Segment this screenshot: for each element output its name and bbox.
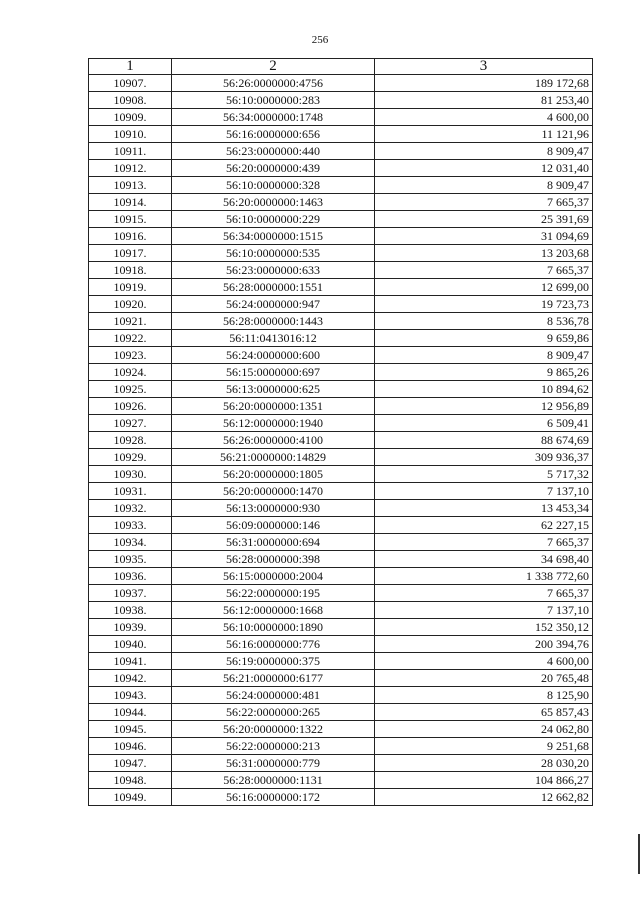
value-cell: 13 203,68	[375, 245, 593, 262]
row-number-cell: 10915.	[89, 211, 172, 228]
value-cell: 13 453,34	[375, 500, 593, 517]
cadastral-number-cell: 56:20:0000000:1470	[172, 483, 375, 500]
table-row	[89, 398, 593, 415]
cadastral-number-cell: 56:20:0000000:1463	[172, 194, 375, 211]
value-cell: 7 137,10	[375, 483, 593, 500]
table-row	[89, 194, 593, 211]
value-cell: 7 665,37	[375, 585, 593, 602]
cadastral-number-cell: 56:11:0413016:12	[172, 330, 375, 347]
value-cell: 4 600,00	[375, 109, 593, 126]
cadastral-number-cell: 56:20:0000000:1322	[172, 721, 375, 738]
value-cell: 12 956,89	[375, 398, 593, 415]
table-row	[89, 755, 593, 772]
value-cell: 1 338 772,60	[375, 568, 593, 585]
table-row	[89, 245, 593, 262]
value-cell: 9 865,26	[375, 364, 593, 381]
cadastral-number-cell: 56:12:0000000:1940	[172, 415, 375, 432]
cadastral-number-cell: 56:31:0000000:779	[172, 755, 375, 772]
cadastral-number-cell: 56:20:0000000:1805	[172, 466, 375, 483]
table-row	[89, 143, 593, 160]
table-row	[89, 415, 593, 432]
cadastral-number-cell: 56:12:0000000:1668	[172, 602, 375, 619]
value-cell: 5 717,32	[375, 466, 593, 483]
value-cell: 65 857,43	[375, 704, 593, 721]
row-number-cell: 10943.	[89, 687, 172, 704]
row-number-cell: 10930.	[89, 466, 172, 483]
row-number-cell: 10923.	[89, 347, 172, 364]
row-number-cell: 10935.	[89, 551, 172, 568]
row-number-cell: 10933.	[89, 517, 172, 534]
row-number-cell: 10924.	[89, 364, 172, 381]
row-number-cell: 10949.	[89, 789, 172, 806]
table-row	[89, 75, 593, 92]
row-number-cell: 10916.	[89, 228, 172, 245]
table-row	[89, 585, 593, 602]
row-number-cell: 10908.	[89, 92, 172, 109]
value-cell: 62 227,15	[375, 517, 593, 534]
cadastral-number-cell: 56:31:0000000:694	[172, 534, 375, 551]
value-cell: 9 251,68	[375, 738, 593, 755]
value-cell: 34 698,40	[375, 551, 593, 568]
row-number-cell: 10917.	[89, 245, 172, 262]
column-header-2: 2	[172, 59, 375, 75]
row-number-cell: 10939.	[89, 619, 172, 636]
value-cell: 8 125,90	[375, 687, 593, 704]
value-cell: 7 137,10	[375, 602, 593, 619]
cadastral-number-cell: 56:24:0000000:481	[172, 687, 375, 704]
row-number-cell: 10941.	[89, 653, 172, 670]
row-number-cell: 10909.	[89, 109, 172, 126]
header-row	[89, 59, 593, 75]
value-cell: 81 253,40	[375, 92, 593, 109]
row-number-cell: 10925.	[89, 381, 172, 398]
table-row	[89, 500, 593, 517]
page-number: 256	[311, 34, 329, 46]
row-number-cell: 10929.	[89, 449, 172, 466]
value-cell: 104 866,27	[375, 772, 593, 789]
cadastral-number-cell: 56:24:0000000:600	[172, 347, 375, 364]
row-number-cell: 10920.	[89, 296, 172, 313]
cadastral-number-cell: 56:22:0000000:265	[172, 704, 375, 721]
table-row	[89, 704, 593, 721]
table-row	[89, 483, 593, 500]
cadastral-number-cell: 56:10:0000000:1890	[172, 619, 375, 636]
cadastral-number-cell: 56:16:0000000:172	[172, 789, 375, 806]
cadastral-number-cell: 56:22:0000000:213	[172, 738, 375, 755]
value-cell: 4 600,00	[375, 653, 593, 670]
value-cell: 200 394,76	[375, 636, 593, 653]
cadastral-number-cell: 56:28:0000000:1551	[172, 279, 375, 296]
value-cell: 12 662,82	[375, 789, 593, 806]
value-cell: 11 121,96	[375, 126, 593, 143]
row-number-cell: 10937.	[89, 585, 172, 602]
cadastral-number-cell: 56:16:0000000:776	[172, 636, 375, 653]
table-row	[89, 466, 593, 483]
table-row	[89, 517, 593, 534]
value-cell: 12 031,40	[375, 160, 593, 177]
table-row	[89, 92, 593, 109]
row-number-cell: 10934.	[89, 534, 172, 551]
table-row	[89, 653, 593, 670]
column-header-1: 1	[89, 59, 172, 75]
value-cell: 28 030,20	[375, 755, 593, 772]
table-row	[89, 211, 593, 228]
cadastral-number-cell: 56:09:0000000:146	[172, 517, 375, 534]
row-number-cell: 10914.	[89, 194, 172, 211]
row-number-cell: 10907.	[89, 75, 172, 92]
row-number-cell: 10919.	[89, 279, 172, 296]
table-row	[89, 364, 593, 381]
table-row	[89, 313, 593, 330]
table-row	[89, 721, 593, 738]
row-number-cell: 10944.	[89, 704, 172, 721]
cadastral-number-cell: 56:26:0000000:4100	[172, 432, 375, 449]
table-body	[89, 75, 593, 806]
table-row	[89, 279, 593, 296]
value-cell: 189 172,68	[375, 75, 593, 92]
row-number-cell: 10922.	[89, 330, 172, 347]
cadastral-number-cell: 56:21:0000000:14829	[172, 449, 375, 466]
row-number-cell: 10912.	[89, 160, 172, 177]
table-row	[89, 177, 593, 194]
table-row	[89, 534, 593, 551]
row-number-cell: 10942.	[89, 670, 172, 687]
cadastral-number-cell: 56:13:0000000:930	[172, 500, 375, 517]
table-row	[89, 228, 593, 245]
cadastral-number-cell: 56:20:0000000:439	[172, 160, 375, 177]
table-row	[89, 670, 593, 687]
value-cell: 7 665,37	[375, 194, 593, 211]
table-row	[89, 126, 593, 143]
table-row	[89, 109, 593, 126]
value-cell: 309 936,37	[375, 449, 593, 466]
table-row	[89, 602, 593, 619]
value-cell: 152 350,12	[375, 619, 593, 636]
row-number-cell: 10911.	[89, 143, 172, 160]
cadastral-number-cell: 56:10:0000000:535	[172, 245, 375, 262]
value-cell: 8 909,47	[375, 177, 593, 194]
cadastral-number-cell: 56:26:0000000:4756	[172, 75, 375, 92]
table-row	[89, 551, 593, 568]
cadastral-number-cell: 56:28:0000000:1131	[172, 772, 375, 789]
registry-table	[88, 58, 593, 806]
cadastral-number-cell: 56:10:0000000:328	[172, 177, 375, 194]
row-number-cell: 10910.	[89, 126, 172, 143]
cadastral-number-cell: 56:15:0000000:697	[172, 364, 375, 381]
row-number-cell: 10918.	[89, 262, 172, 279]
table-row	[89, 160, 593, 177]
row-number-cell: 10921.	[89, 313, 172, 330]
column-header-3: 3	[375, 59, 593, 75]
row-number-cell: 10947.	[89, 755, 172, 772]
cadastral-number-cell: 56:23:0000000:633	[172, 262, 375, 279]
cadastral-number-cell: 56:10:0000000:229	[172, 211, 375, 228]
table-row	[89, 347, 593, 364]
table-row	[89, 262, 593, 279]
cadastral-number-cell: 56:28:0000000:398	[172, 551, 375, 568]
cadastral-number-cell: 56:19:0000000:375	[172, 653, 375, 670]
table-row	[89, 449, 593, 466]
value-cell: 19 723,73	[375, 296, 593, 313]
row-number-cell: 10945.	[89, 721, 172, 738]
row-number-cell: 10940.	[89, 636, 172, 653]
table-row	[89, 381, 593, 398]
value-cell: 24 062,80	[375, 721, 593, 738]
cadastral-number-cell: 56:23:0000000:440	[172, 143, 375, 160]
value-cell: 25 391,69	[375, 211, 593, 228]
cadastral-number-cell: 56:24:0000000:947	[172, 296, 375, 313]
row-number-cell: 10928.	[89, 432, 172, 449]
row-number-cell: 10936.	[89, 568, 172, 585]
row-number-cell: 10932.	[89, 500, 172, 517]
cadastral-number-cell: 56:34:0000000:1515	[172, 228, 375, 245]
value-cell: 31 094,69	[375, 228, 593, 245]
table-row	[89, 432, 593, 449]
cadastral-number-cell: 56:13:0000000:625	[172, 381, 375, 398]
value-cell: 9 659,86	[375, 330, 593, 347]
row-number-cell: 10913.	[89, 177, 172, 194]
table-row	[89, 568, 593, 585]
row-number-cell: 10948.	[89, 772, 172, 789]
value-cell: 8 536,78	[375, 313, 593, 330]
row-number-cell: 10946.	[89, 738, 172, 755]
table-row	[89, 789, 593, 806]
table-row	[89, 636, 593, 653]
cadastral-number-cell: 56:34:0000000:1748	[172, 109, 375, 126]
table-row	[89, 687, 593, 704]
cadastral-number-cell: 56:22:0000000:195	[172, 585, 375, 602]
value-cell: 12 699,00	[375, 279, 593, 296]
value-cell: 8 909,47	[375, 347, 593, 364]
cadastral-number-cell: 56:16:0000000:656	[172, 126, 375, 143]
value-cell: 20 765,48	[375, 670, 593, 687]
row-number-cell: 10938.	[89, 602, 172, 619]
cadastral-number-cell: 56:21:0000000:6177	[172, 670, 375, 687]
table-row	[89, 330, 593, 347]
table-row	[89, 738, 593, 755]
row-number-cell: 10926.	[89, 398, 172, 415]
table-row	[89, 619, 593, 636]
value-cell: 7 665,37	[375, 262, 593, 279]
value-cell: 7 665,37	[375, 534, 593, 551]
table-row	[89, 772, 593, 789]
cadastral-number-cell: 56:10:0000000:283	[172, 92, 375, 109]
row-number-cell: 10927.	[89, 415, 172, 432]
value-cell: 10 894,62	[375, 381, 593, 398]
value-cell: 88 674,69	[375, 432, 593, 449]
cadastral-number-cell: 56:15:0000000:2004	[172, 568, 375, 585]
value-cell: 6 509,41	[375, 415, 593, 432]
table-row	[89, 296, 593, 313]
row-number-cell: 10931.	[89, 483, 172, 500]
value-cell: 8 909,47	[375, 143, 593, 160]
cadastral-number-cell: 56:20:0000000:1351	[172, 398, 375, 415]
table-header	[89, 59, 593, 75]
cadastral-number-cell: 56:28:0000000:1443	[172, 313, 375, 330]
